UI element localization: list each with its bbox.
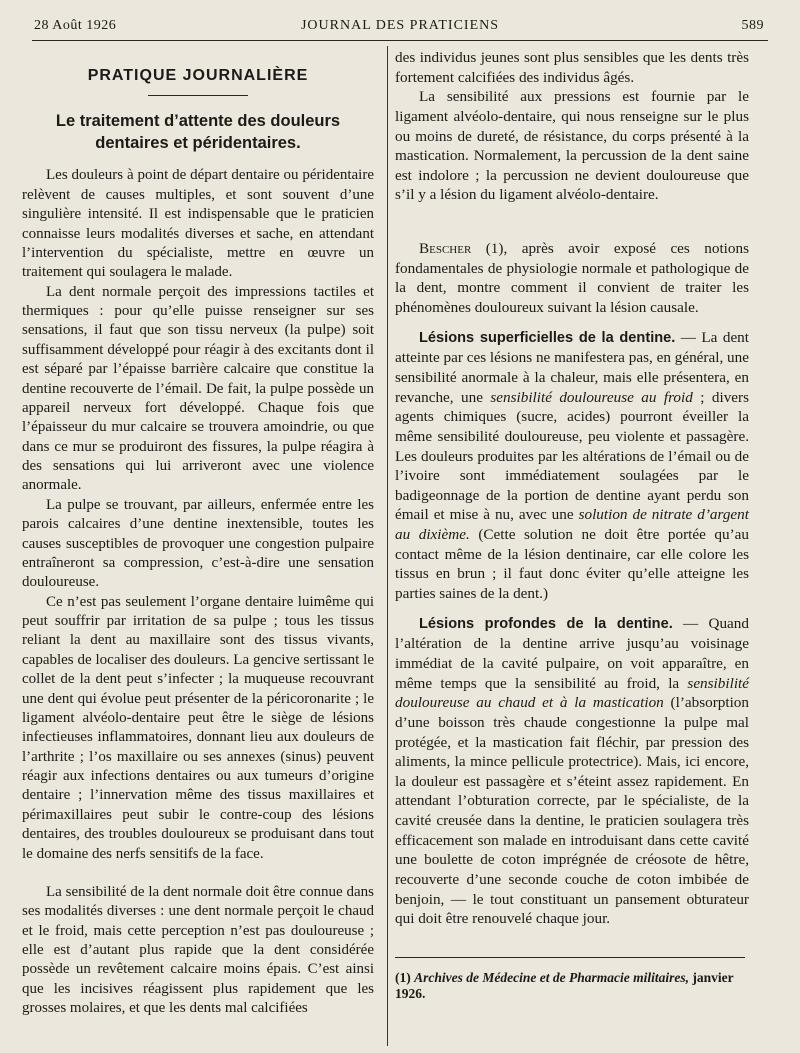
paragraph-text: (Cette solution ne doit être portée qu’au contact même de la lésion dentinaire, car elle colore les tissus en brun ; il faut donc éviter qu’elle atteigne les parties saines de la dent.)	[395, 526, 749, 603]
paragraph: La sensibilité aux pressions est fournie par le ligament alvéolo-dentaire, qui nous renseigne sur le plus ou moins de dureté, de résistance, du corps présenté à la mastication. Normalement, la percussion de la dent saine est indolore ; la percussion ne devient douloureuse que s’il y a lésion du ligament alvéolo-dentaire.	[395, 88, 749, 204]
page-number: 589	[741, 18, 764, 33]
subheading: Lésions profondes de la dentine.	[419, 615, 673, 632]
paragraph: La pulpe se trouvant, par ailleurs, enfermée entre les parois calcaires d’une dentine inextensible, toutes les causes susceptibles de provoquer une congestion pulpaire entraîneront sa compression, c’est-à-dire une sensation douloureuse.	[22, 496, 374, 591]
emphasis: sensibilité douloureuse au froid	[490, 388, 693, 406]
emphasis: sensibilité douloureuse au chaud et à la mastication	[395, 674, 749, 712]
column-divider	[387, 46, 388, 1046]
footnote-date: janvier 1926.	[395, 970, 734, 1001]
header-rule	[32, 40, 768, 41]
issue-date: 28 Août 1926	[34, 18, 117, 33]
footnote-rule	[395, 957, 745, 958]
paragraph: Ce n’est pas seulement l’organe dentaire luimême qui peut souffrir par irritation de sa pulpe ; tous les tissus reliant la dent au maxillaire sont des tissus vivants, capables de localiser des douleurs. La gencive sertissant le collet de la dent peut s’infecter ; la muqueuse recouvrant une dent qui évolue peut présenter de la péricoronarite ; le ligament alvéolo-dentaire peut être le siège de lésions infectieuses inflammatoires, donnant lieu aux douleurs de l’arthrite ; l’os maxillaire ou ses annexes (sinus) peuvent réagir aux infections dentaires ou aux tumeurs d’origine dentaire ; l’innervation même des tissus maxillaires et périmaxillaires peut subir le contre-coup des lésions dentaires, des troubles douloureux se produisant dans tout le domaine des nerfs sensitifs de la face.	[22, 593, 374, 862]
paragraph: La sensibilité de la dent normale doit être connue dans ses modalités diverses : une dent normale perçoit le chaud et le froid, mais cette perception n’est pas douloureuse ; elle est d’autant plus rapide que la dent considérée possède un revêtement calcaire moins épais. C’est ainsi que les incisives réagissent plus rapidement que les grosses molaires, et que les dents mal calcifiées	[22, 883, 374, 1017]
author-name: Bescher	[419, 240, 472, 258]
paragraph	[395, 239, 749, 318]
section-title: PRATIQUE JOURNALIÈRE	[87, 67, 309, 84]
paragraph-text: (1), après avoir exposé ces notions fondamentales de physiologie normale et pathologique de la dent, montre comment il convient de traiter les phénomènes douloureux suivant la lésion causale.	[395, 240, 749, 317]
paragraph	[395, 328, 749, 604]
running-header	[30, 18, 770, 40]
paragraph-text: ; divers agents chimiques (sucre, acides) pourront éveiller la même sensibilité douloureuse, peu violente et passagère. Les douleurs produites par les altérations de l’émail ou de l’ivoire sont immédiatement soulagées par le badigeonnage de la portion de dentine ayant perdu son émail et mise à nu, avec une	[395, 388, 749, 524]
footnote-number: (1)	[395, 970, 415, 985]
emphasis: solution de nitrate d’argent au dixième.	[395, 506, 749, 544]
paragraph-text: — Quand l’altération de la dentine arrive jusqu’au voisinage immédiat de la cavité pulpaire, on voit apparaître, en même temps que la sensibilité au froid, la	[395, 614, 749, 692]
title-rule	[148, 95, 248, 96]
paragraph-text: — La dent atteinte par ces lésions ne manifestera pas, en général, une sensibilité anormale à la chaleur, mais elle présentera, en revanche, une	[395, 328, 749, 406]
paragraph: des individus jeunes sont plus sensibles que les dents très fortement calcifiées des individus âgés.	[395, 49, 749, 86]
journal-title: JOURNAL DES PRATICIENS	[300, 18, 500, 33]
footnote-source: Archives de Médecine et de Pharmacie militaires,	[414, 970, 689, 985]
paragraph: Les douleurs à point de départ dentaire ou péridentaire relèvent de causes multiples, et sont souvent d’une singulière intensité. Il est indispensable que le praticien connaisse leurs modalités diverses et sache, en attendant l’intervention du spécialiste, mettre en œuvre un traitement qui soulagera le malade.	[22, 167, 374, 281]
footnote	[395, 970, 749, 1002]
article-title: Le traitement d’attente des douleurs dentaires et péridentaires.	[55, 112, 341, 153]
paragraph	[395, 614, 749, 929]
paragraph-text: (l’absorption d’une boisson très chaude congestionne la pulpe mal protégée, et la mastication fait fléchir, par pression des aliments, la mince pellicule protectrice). Mais, ici encore, la douleur est passagère et s’éteint assez rapidement. En attendant l’obturation correcte, par le spécialiste, de la cavité creusée dans la dentine, le praticien soulagera très efficacement son malade en introduisant dans cette cavité une boulette de coton imprégnée de créosote de hêtre, recouverte d’une seconde couche de coton imbibée de benjoin, — le tout constituant un pansement obturateur qui doit être renouvelé chaque jour.	[395, 694, 749, 928]
subheading: Lésions superficielles de la dentine.	[419, 329, 676, 346]
right-column	[395, 48, 749, 929]
left-column	[22, 48, 374, 1019]
paragraph: La dent normale perçoit des impressions tactiles et thermiques : pour qu’elle puisse renseigner sur ses sensations, il faut que son tissu nerveux (la pulpe) soit suffisamment développé pour réagir à des excitants dont il est séparé par l’épaisse barrière calcaire que constitue la dentine recouverte de l’émail. De fait, la pulpe possède un appareil nerveux fort développé. Chaque fois que l’épaisseur du mur calcaire se trouvera amoindrie, ou que dans ce mur se produiront des fissures, la pulpe réagira à des sensations qui lui arriveront avec une violence anormale.	[22, 283, 374, 494]
